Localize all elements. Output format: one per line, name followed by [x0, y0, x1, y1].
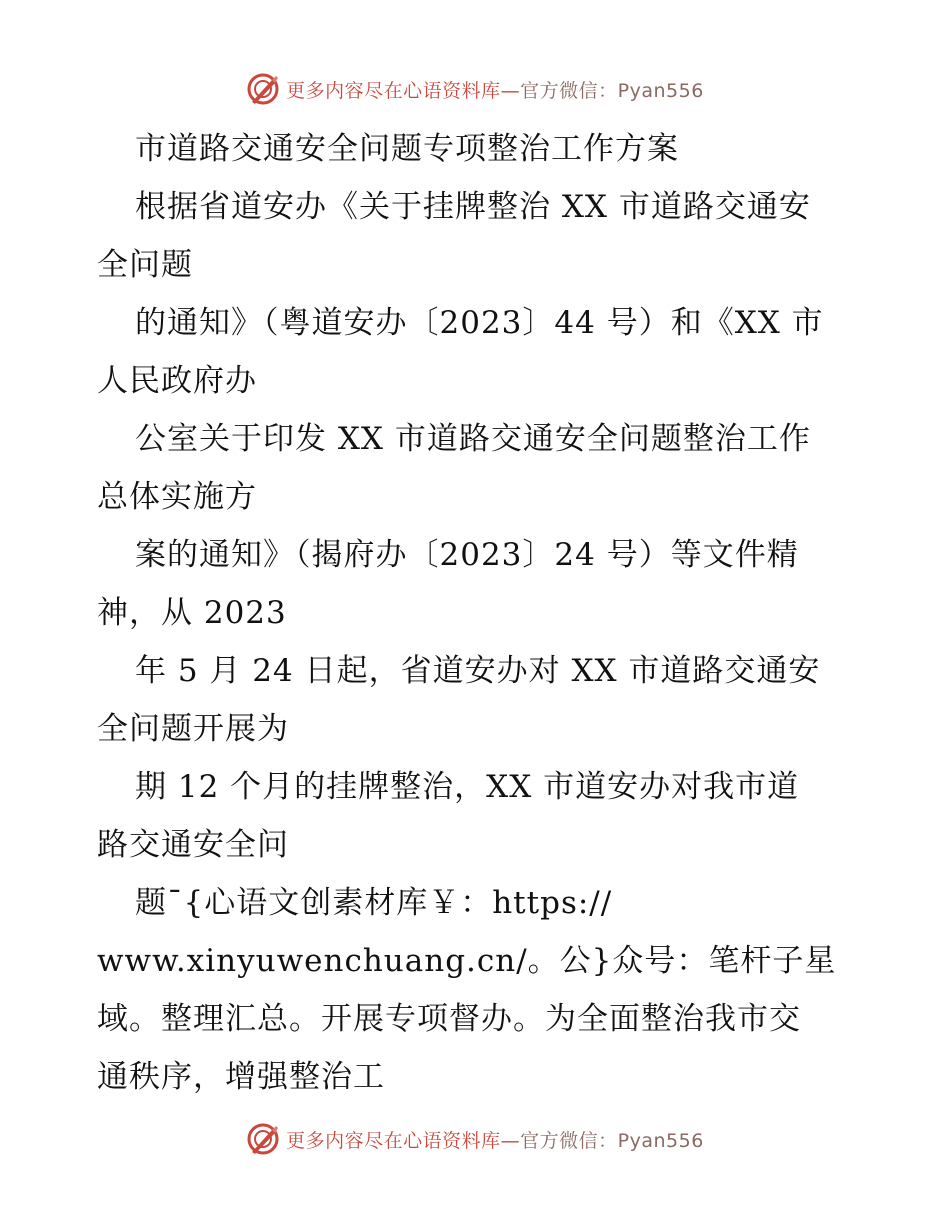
header-watermark-banner — [0, 72, 950, 106]
banner-text — [286, 1126, 704, 1153]
banner-separator: — — [500, 1129, 521, 1152]
paragraph-line: 案的通知》（揭府办〔2023〕24 号）等文件精 — [135, 537, 799, 573]
pen-circle-logo-icon — [246, 1122, 280, 1156]
paragraph-line: 期 12 个月的挂牌整治，XX 市道安办对我市道 — [135, 769, 800, 805]
paragraph-line: 通秩序，增强整治工 — [97, 1059, 385, 1095]
paragraph-line: 全问题 — [97, 247, 193, 283]
banner-text — [286, 76, 704, 103]
paragraph-line: 题¯{心语文创素材库￥：https:// — [135, 885, 613, 921]
paragraph-line: 神，从 2023 — [97, 595, 287, 631]
document-title: 市道路交通安全问题专项整治工作方案 — [135, 131, 679, 167]
banner-site-text: 更多内容尽在心语资料库 — [286, 79, 501, 102]
document-body — [97, 120, 857, 1106]
banner-separator: — — [500, 79, 521, 102]
paragraph-line: 年 5 月 24 日起，省道安办对 XX 市道路交通安 — [135, 653, 821, 689]
paragraph-line: 域。整理汇总。开展专项督办。为全面整治我市交 — [97, 1001, 801, 1037]
paragraph-line: 的通知》（粤道安办〔2023〕44 号）和《XX 市 — [135, 305, 824, 341]
banner-wechat-text: 官方微信：Pyan556 — [520, 1129, 704, 1152]
paragraph-line: www.xinyuwenchuang.cn/。公}众号：笔杆子星 — [97, 943, 837, 979]
footer-watermark-banner — [0, 1122, 950, 1156]
banner-wechat-text: 官方微信：Pyan556 — [520, 79, 704, 102]
paragraph-line: 路交通安全问 — [97, 827, 289, 863]
paragraph-line: 根据省道安办《关于挂牌整治 XX 市道路交通安 — [135, 189, 811, 225]
paragraph-line: 全问题开展为 — [97, 711, 289, 747]
pen-circle-logo-icon — [246, 72, 280, 106]
paragraph-line: 人民政府办 — [97, 363, 257, 399]
paragraph-line: 公室关于印发 XX 市道路交通安全问题整治工作 — [135, 421, 811, 457]
paragraph-line: 总体实施方 — [97, 479, 257, 515]
banner-site-text: 更多内容尽在心语资料库 — [286, 1129, 501, 1152]
